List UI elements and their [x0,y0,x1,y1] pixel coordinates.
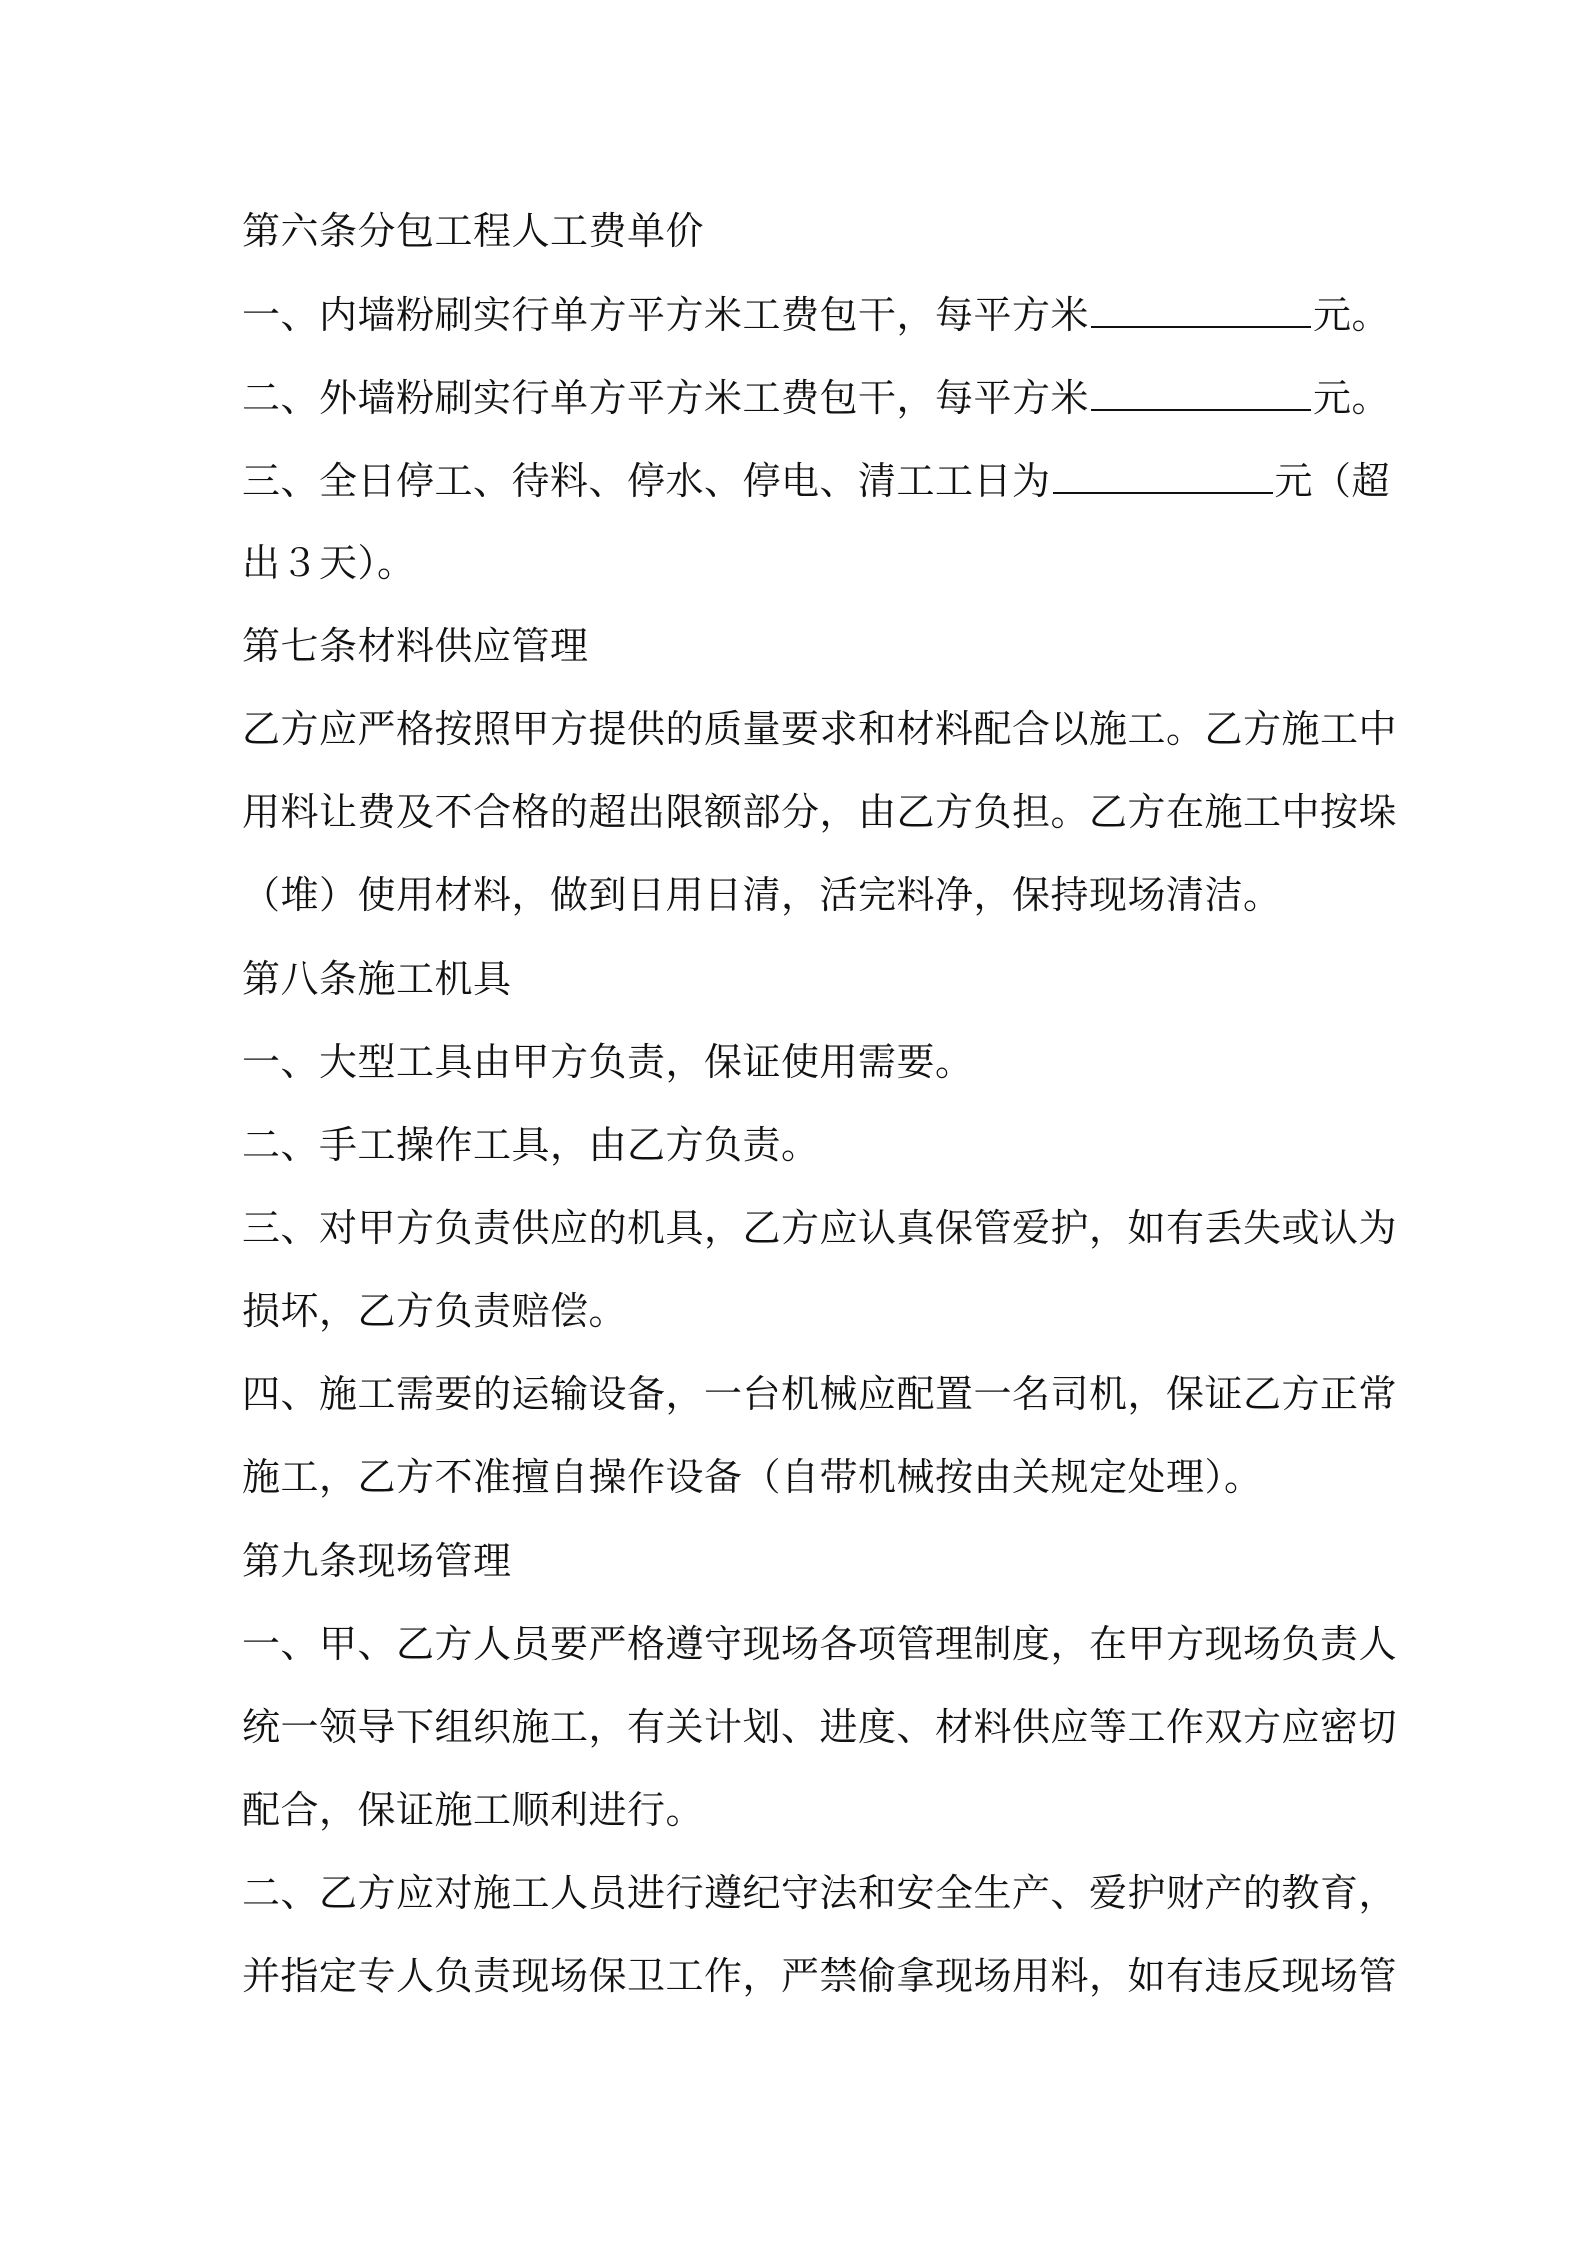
article6-item1 [242,291,1391,339]
article9-item1-line1: 一、甲、乙方人员要严格遵守现场各项管理制度，在甲方现场负责人 [242,1622,1398,1666]
article6-item3-blank [1053,458,1273,494]
article7-heading: 第七条材料供应管理 [242,624,589,668]
article8-item3-line1: 三、对甲方负责供应的机具，乙方应认真保管爱护，如有丢失或认为 [242,1206,1398,1250]
article9-item1-line3: 配合，保证施工顺利进行。 [242,1788,705,1832]
article6-item2-text: 二、外墙粉刷实行单方平方米工费包干，每平方米 [242,376,1090,420]
article8-item1: 一、大型工具由甲方负责，保证使用需要。 [242,1040,974,1084]
article8-item4-line2: 施工，乙方不准擅自操作设备（自带机械按由关规定处理）。 [242,1455,1263,1499]
article6-item1-unit: 元。 [1313,293,1391,337]
article6-item3-text: 三、全日停工、待料、停水、停电、清工工日为 [242,459,1051,503]
article9-item2-line1: 二、乙方应对施工人员进行遵纪守法和安全生产、爱护财产的教育， [242,1871,1398,1915]
article8-item4-line1: 四、施工需要的运输设备，一台机械应配置一名司机，保证乙方正常 [242,1372,1398,1416]
article6-item3-cont: 出３天）。 [242,541,416,585]
article8-item3-line2: 损坏，乙方负责赔偿。 [242,1289,628,1333]
article7-line2: 用料让费及不合格的超出限额部分，由乙方负担。乙方在施工中按垛 [242,790,1398,834]
article6-item3 [242,457,1391,505]
article7-line1: 乙方应严格按照甲方提供的质量要求和材料配合以施工。乙方施工中 [242,707,1398,751]
article6-item2-blank [1091,375,1311,411]
article6-item1-text: 一、内墙粉刷实行单方平方米工费包干，每平方米 [242,293,1090,337]
article9-item1-line2: 统一领导下组织施工，有关计划、进度、材料供应等工作双方应密切 [242,1705,1398,1749]
article9-item2-line2: 并指定专人负责现场保卫工作，严禁偷拿现场用料，如有违反现场管 [242,1954,1398,1998]
article8-item2: 二、手工操作工具，由乙方负责。 [242,1123,820,1167]
article6-item1-blank [1091,292,1311,328]
article9-heading: 第九条现场管理 [242,1539,512,1583]
article6-heading: 第六条分包工程人工费单价 [242,209,705,253]
article6-item2 [242,374,1391,422]
article8-heading: 第八条施工机具 [242,957,512,1001]
article7-line3: （堆）使用材料，做到日用日清，活完料净，保持现场清洁。 [242,873,1282,917]
article6-item2-unit: 元。 [1313,376,1391,420]
article6-item3-unit: 元（超 [1274,459,1391,503]
